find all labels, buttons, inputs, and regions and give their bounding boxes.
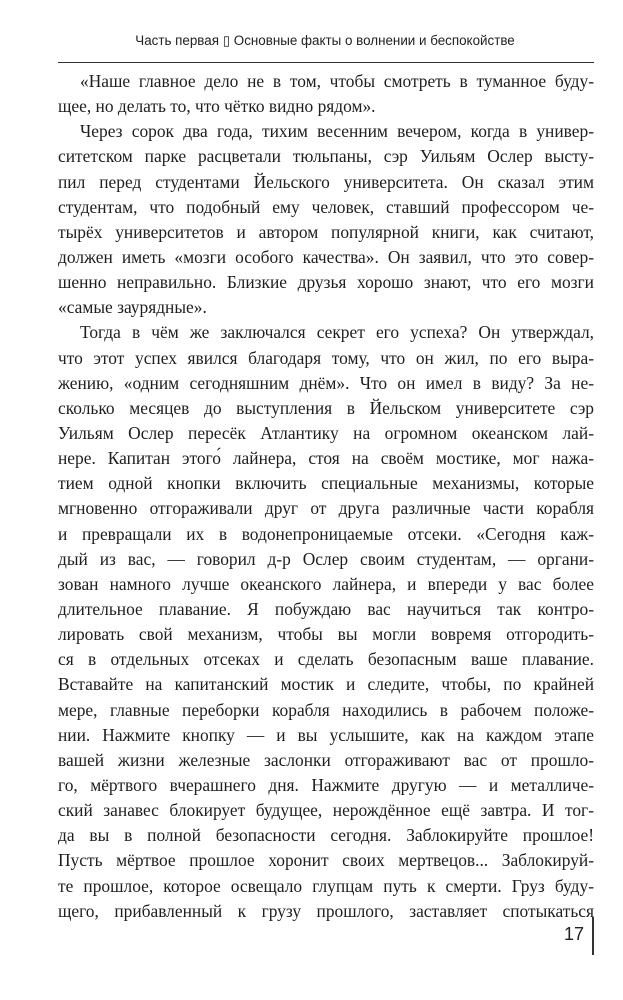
- text-line: зован намного лучше океанского лайнера, и впереди у вас более: [58, 573, 594, 594]
- text-line: нере. Капитан этого́ лайнера, стоя на своём мостике, мог нажа-: [58, 448, 594, 469]
- text-line: Пусть мёртвое прошлое хоронит своих мертвецов... Заблокируй-: [58, 850, 594, 871]
- text-line: тырёх университетов и автором популярной книги, как считают,: [58, 221, 594, 242]
- text-line: ситетском парке расцветали тюльпаны, сэр Уильям Ослер высту-: [58, 146, 594, 167]
- text-line: Через сорок два года, тихим весенним вечером, когда в универ-: [80, 121, 594, 142]
- text-line: шенно неправильно. Близкие друзья хорошо знают, что его мозги: [58, 272, 594, 293]
- text-line: «Наше главное дело не в том, чтобы смотреть в туманное буду-: [80, 71, 594, 91]
- page-number: 17: [563, 924, 584, 944]
- page-number-rule: [592, 917, 594, 955]
- text-line: пил перед студентами Йельского университета. Он сказал этим: [58, 171, 594, 192]
- text-line: мере, главные переборки корабля находились в рабочем положе-: [58, 699, 594, 720]
- text-line: длительное плавание. Я побуждаю вас научиться так контро-: [58, 598, 594, 619]
- text-line: лировать свой механизм, чтобы вы могли вовремя отгородить-: [58, 624, 594, 645]
- text-line: нии. Нажмите кнопку — и вы услышите, как на каждом этапе: [58, 724, 594, 745]
- text-line: Уильям Ослер пересёк Атлантику на огромном океанском лай-: [58, 422, 594, 443]
- text-line: Тогда в чём же заключался секрет его успеха? Он утверждал,: [80, 322, 594, 343]
- text-line: ся в отдельных отсеках и сделать безопасным ваше плавание.: [58, 649, 594, 670]
- text-line: щее, но делать то, что чётко видно рядом».: [58, 96, 376, 117]
- text-line: и превращали их в водонепроницаемые отсеки. «Сегодня каж-: [58, 523, 594, 544]
- text-line: да вы в полной безопасности сегодня. Заблокируйте прошлое!: [58, 825, 594, 846]
- text-line: жению, «одним сегодняшним днём». Что он имел в виду? За не-: [58, 372, 594, 393]
- text-line: вашей жизни железные заслонки отгораживают вас от прошло-: [58, 749, 594, 770]
- text-line: те прошлое, которое освещало глупцам путь к смерти. Груз буду-: [58, 875, 594, 896]
- text-line: «самые заурядные».: [58, 297, 207, 318]
- text-line: тием одной кнопки включить специальные механизмы, которые: [58, 473, 594, 494]
- text-line: должен иметь «мозги особого качества». Он заявил, что это совер-: [58, 246, 594, 267]
- text-line: что этот успех явился благодаря тому, что он жил, по его выра-: [58, 347, 594, 368]
- text-line: го, мёртвого вчерашнего дня. Нажмите другую — и металличе-: [58, 774, 594, 795]
- text-line: Вставайте на капитанский мостик и следите, чтобы, по крайней: [58, 674, 594, 695]
- text-line: сколько месяцев до выступления в Йельском университете сэр: [58, 397, 594, 418]
- text-line: студентам, что подобный ему человек, ставший профессором че-: [58, 196, 594, 217]
- text-line: мгновенно отгораживали друг от друга различные части корабля: [58, 498, 594, 519]
- running-header: Часть первая ▯ Основные факты о волнении и беспокойстве: [135, 33, 515, 48]
- text-line: ский занавес блокирует будущее, нерождённое ещё завтра. И тог-: [58, 800, 594, 821]
- text-line: щего, прибавленный к грузу прошлого, заставляет спотыкаться: [58, 900, 594, 921]
- body-text: [58, 69, 594, 924]
- header-rule: [58, 62, 594, 63]
- text-line: дый из вас, — говорил д-р Ослер своим студентам, — органи-: [58, 548, 594, 569]
